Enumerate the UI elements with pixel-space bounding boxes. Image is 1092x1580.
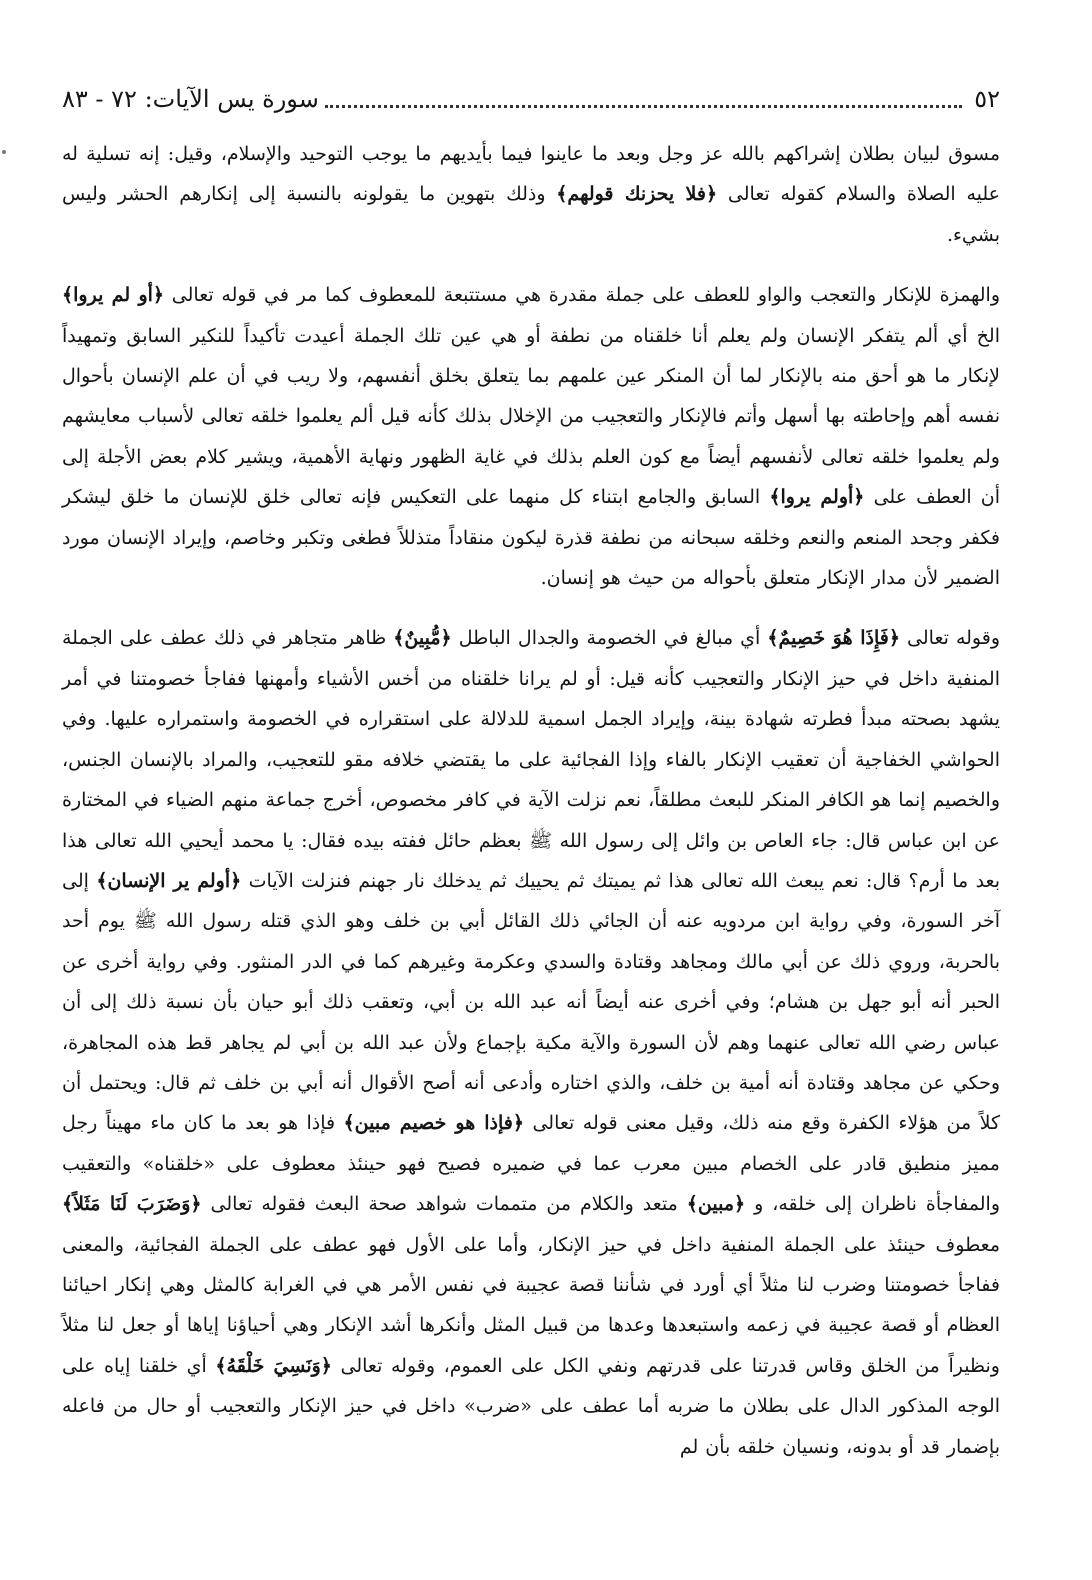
book-page <box>62 80 1000 1550</box>
paragraph-text: وذلك بتهوين ما يقولونه بالنسبة إلى إنكارهم الحشر وليس بشيء. <box>62 183 1000 246</box>
paragraph-text: فإذا هو بعد ما كان ماء مهيناً رجل مميز منطيق قادر على الخصام مبين معرب عما في ضميره فصيح فهو حينئذ معطوف على «خلقناه» والتعقيب والمفاجأة ناظران إلى خلقه، و <box>62 1112 1001 1216</box>
quran-verse: ﴿أولم ير الإنسان﴾ <box>96 869 242 892</box>
paragraph <box>62 618 1000 1467</box>
paragraph-text: متعد والكلام من متممات شواهد صحة البعث فقوله تعالى <box>201 1193 687 1216</box>
paragraph <box>62 134 1000 255</box>
paragraph-text: الخ أي ألم يتفكر الإنسان ولم يعلم أنا خلقناه من نطفة أو هي عين تلك الجملة أعيدت تأكيداً للنكير السابق وتمهيداً لإنكار ما هو أحق منه بالإنكار لما أن المنكر عين علمهم بما يتعلق بخلق أنفسهم، ولا ريب في أن علم الإنسان بأحوال نفسه أهم وإحاطته بها أسهل وأتم فالإنكار والتعجيب من الإخلال بذلك كأنه قيل ألم يعلموا خلقه تعالى لأسباب معايشهم ولم يعلموا خلقه تعالى لأنفسهم أيضاً مع كون العلم بذلك في غاية الظهور ونهاية الأهمية، ويشير كلام بعض الأجلة إلى أن العطف على <box>62 324 1001 509</box>
quran-verse: ﴿مبين﴾ <box>686 1193 746 1216</box>
quran-verse: ﴿مُّبِينٌ﴾ <box>393 627 452 650</box>
quran-verse: ﴿فَإِذَا هُوَ خَصِيمٌ﴾ <box>767 627 900 650</box>
paragraph <box>62 275 1000 598</box>
paragraph-text: أي مبالغ في الخصومة والجدال الباطل <box>451 627 768 650</box>
paragraph-text: معطوف حينئذ على الجملة المنفية داخل في حيز الإنكار، وأما على الأول فهو عطف على الجملة الفجائية، والمعنى ففاجأ خصومتنا وضرب لنا مثلاً أي أورد في شأننا قصة عجيبة في نفس الأمر هي في الغرابة كالمثل وهي إنكار احيائنا العظام أو قصة عجيبة في زعمه واستبعدها وعدها من قبيل المثل وأنكرها أشد الإنكار وهي أحياؤنا إياها أو جعل لنا مثلاً ونظيراً من الخلق وقاس قدرتنا على قدرتهم ونفي الكل على العموم، وقوله تعالى <box>62 1233 1000 1377</box>
paragraph-text: وقوله تعالى <box>899 627 1000 650</box>
paragraph-text: ظاهر متجاهر في ذلك عطف على الجملة المنفية داخل في حيز الإنكار والتعجيب كأنه قيل: أو لم يرانا خلقناه من أخس الأشياء وأمهنها ففاجأ خصومتنا في أمر يشهد بصحته مبدأ فطرته شهادة بينة، وإيراد الجمل اسمية للدلالة على استقراره في الخصومة واستمراره عليها. وفي الحواشي الخفاجية أن تعقيب الإنكار بالفاء وإذا الفجائية على ما يقتضي خلافه مقو للتعجيب، والمراد بالإنسان الجنس، والخصيم إنما هو الكافر المنكر للبعث مطلقاً، نعم نزلت الآية في كافر مخصوص، أخرج جماعة منهم الضياء في المختارة عن ابن عباس قال: جاء العاص بن وائل إلى رسول الله ﷺ بعظم حائل ففته بيده فقال: يا محمد أيحيي الله تعالى هذا بعد ما أرم؟ قال: نعم يبعث الله تعالى هذا ثم يميتك ثم يحييك ثم يدخلك نار جهنم فنزلت الآيات <box>62 627 1001 892</box>
page-number: ٥٢ <box>974 85 1000 113</box>
paragraph-text: السابق والجامع ابتناء كل منهما على التعكيس فإنه تعالى خلق للإنسان ما خلق ليشكر فكفر وجحد المنعم والنعم وخلقه سبحانه من نطفة قذرة ليكون منقاداً متذللاً فطغى وتكبر وخاصم، وإيراد الإنسان مورد الضمير لأن مدار الإنكار متعلق بأحواله من حيث هو إنسان. <box>62 486 1000 590</box>
header-leader-dots <box>325 105 962 108</box>
running-title: سورة يس الآيات: ٧٢ - ٨٣ <box>62 85 319 113</box>
quran-verse: ﴿أولم يروا﴾ <box>769 486 865 509</box>
paragraph-text: إلى آخر السورة، وفي رواية ابن مردويه عنه أن الجائي ذلك القائل أبي بن خلف وهو الذي قتله رسول الله ﷺ يوم أحد بالحربة، وروي ذلك عن أبي مالك ومجاهد وقتادة والسدي وعكرمة وغيرهم كما في الدر المنثور. وفي رواية أخرى عن الحبر أنه أبو جهل بن هشام؛ وفي أخرى عنه أيضاً أنه عبد الله بن أبي، وتعقب ذلك أبو حيان بأن نسبة ذلك إلى أن عباس رضي الله تعالى عنهما وهم لأن السورة والآية مكية بإجماع ولأن عبد الله بن أبي لم يجاهر قط هذه المجاهرة، وحكي عن مجاهد وقتادة أنه أمية بن خلف، والذي اختاره وأدعى أنه أصح الأقوال أنه أبي بن خلف ثم قال: ويحتمل أن كلاً من هؤلاء الكفرة وقع منه ذلك، وقيل معنى قوله تعالى <box>62 869 1000 1135</box>
quran-verse: ﴿فإذا هو خصيم مبين﴾ <box>343 1112 525 1135</box>
quran-verse: ﴿وَضَرَبَ لَنَا مَثَلاً﴾ <box>62 1193 202 1216</box>
margin-mark <box>2 150 6 154</box>
quran-verse: ﴿فلا يحزنك قولهم﴾ <box>556 183 718 206</box>
quran-verse: ﴿وَنَسِيَ خَلْقَهُ﴾ <box>215 1354 332 1377</box>
running-header <box>62 80 1000 118</box>
paragraph-text: والهمزة للإنكار والتعجب والواو للعطف على جملة مقدرة هي مستتبعة للمعطوف كما مر في قوله تعالى <box>164 284 1001 307</box>
paragraph-text: أي خلقنا إياه على الوجه المذكور الدال على بطلان ما ضربه أما عطف على «ضرب» داخل في حيز الإنكار والتعجيب أو حال من فاعله بإضمار قد أو بدونه، ونسيان خلقه بأن لم <box>62 1354 1000 1458</box>
body-text <box>62 134 1000 1467</box>
quran-verse: ﴿أو لم يروا﴾ <box>62 284 165 307</box>
paragraph-text: مسوق لبيان بطلان إشراكهم بالله عز وجل وبعد ما عاينوا فيما بأيديهم ما يوجب التوحيد والإسلام، وقيل: إنه تسلية له عليه الصلاة والسلام كقوله تعالى <box>62 143 1001 206</box>
